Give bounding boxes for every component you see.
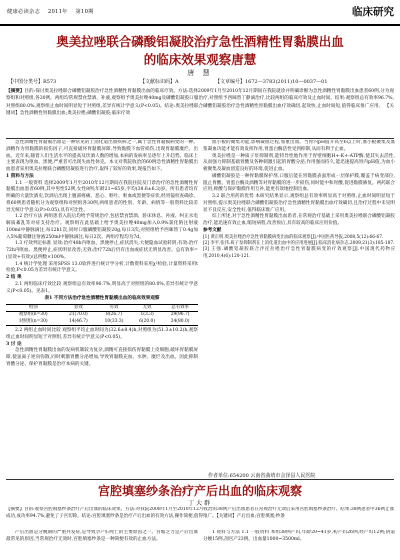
keywords: 【关键词】急性酒精性胃黏膜出血;奥美拉唑;磷酸铝凝胶;临床疗效 bbox=[6, 103, 394, 116]
references-heading: 参考文献 bbox=[203, 227, 222, 233]
table-cell: 对照组(n=30) bbox=[6, 319, 61, 326]
section-name: 临床研究 bbox=[352, 6, 394, 18]
section-heading: 2 结 果 bbox=[6, 275, 22, 280]
body-paragraph: 1.1 一般资料 选择2009年1月至2010年12月期间在我院住院及门诊治疗的急性酒精性胃黏膜出血患者60例,其中男性52例,女性8例;年龄21~65岁,平均(38.6±6.3)岁。所有患者均有明确的大量饮酒史,饮酒后出现上腹部疼痛、恶心、呕吐、呕血或黑便等症状,经胃镜检查确诊。将60例患者随机分为观察组和对照组各30例,两组患者的性别、年龄、病情等一般资料比较差异无统计学意义(P>0.05),具有可比性。 bbox=[6, 180, 198, 213]
table-row bbox=[6, 312, 198, 319]
body-paragraph: 血小板的聚集功能,影响凝血过程,加重出血。当胃内pH值升高至6以上时,血小板聚集及血浆凝血功能才能有效发挥作用,胃蛋白酶活性受到抑制,从而有利于止血。 bbox=[203, 140, 395, 152]
body-paragraph: 2.2 两组止血时间比较 观察组平均止血时间为(32.6±8.4)h,对照组为(51.3±10.2)h,观察组止血时间明显短于对照组,差异有统计学意义(P<0.05)。 bbox=[6, 328, 198, 340]
table-caption: 表1 不同方法治疗急性酒精性胃黏膜出血的临床效果观察 bbox=[44, 296, 160, 302]
reference-item: [3] 王强.磷酸铝凝胶联合泮托拉唑治疗急性胃黏膜病变的疗效观察[J].中国现代药物应用,2010,4(6):120-121. bbox=[203, 247, 395, 259]
table-cell: 8(26.7) bbox=[106, 312, 123, 318]
table-cell: 21(70.0) bbox=[68, 312, 88, 318]
table-header-cell: 总有效率 bbox=[162, 305, 198, 312]
table-header-cell: 显效 bbox=[61, 305, 97, 312]
body-paragraph: 2.1 两组临床疗效比较 观察组总有效率96.7%,明显高于对照组的80.0%,差异有统计学意义(P<0.05)。见表1。 bbox=[6, 281, 198, 294]
table-cell: 29(96.7) bbox=[170, 312, 190, 318]
table-cell: 14(46.7) bbox=[61, 319, 97, 326]
body-paragraph: 3.2 联合用药的优势 本研究结果显示,观察组总有效率明显高于对照组,止血时间明显短于对照组,提示奥美拉唑联合磷酸铝凝胶治疗急性酒精性胃黏膜出血疗效确切,且治疗过程中未见明显不良反应,安全性好,值得临床推广应用。 bbox=[203, 194, 395, 213]
article-author: 唐 慧 bbox=[187, 69, 213, 77]
table-row bbox=[6, 319, 198, 326]
reference-list bbox=[203, 235, 395, 261]
table-cell: 10(33.3) bbox=[96, 319, 132, 326]
table-cell: 1(3.3) bbox=[140, 312, 154, 318]
author-affiliation: 作者单位:654200 云南省曲靖市会泽县人民医院 bbox=[208, 473, 316, 479]
body-paragraph: 急性酒精性胃黏膜出血的发病机制较为复杂,酒精可直接损伤胃黏膜上皮细胞,破坏胃黏膜屏障,使氢离子逆向弥散,同时刺激胃酸分泌增加,导致胃黏膜充血、水肿、糜烂及出血。因此抑制胃酸分泌、保护胃黏膜是治疗本病的关键。 bbox=[6, 348, 198, 367]
abstract-text: 目的:探讨奥美拉唑联合磷酸铝凝胶治疗急性酒精性胃黏膜出血的临床疗效。方法:选择2009年1月至2010年12月期间在我院就诊并明确诊断为急性酒精性胃黏膜出血患者60例,分为观察组和对照组,各30例。两组均常规禁食禁酒、补液,观察组予奥美拉唑40mg及磷酸铝凝胶口服治疗,对照组予西咪替丁静滴治疗,比较两组的临床疗效及止血时间。结果:观察组总有效率96.7%,对照组80.0%,观察组止血时间明显短于对照组,差异有统计学意义(P<0.05)。结论:奥美拉唑联合磷酸铝凝胶治疗急性酒精性胃黏膜出血疗效确切,起效快,止血时间短,值得临床推广应用。 bbox=[6, 89, 394, 109]
table-header-cell: 有效 bbox=[96, 305, 132, 312]
body-paragraph: 1.3 疗效判定标准 显效:治疗48h内呕血、黑便停止,症状消失,大便隐血试验转阴;有效:治疗72h内呕血、黑便停止,症状明显改善;无效:治疗72h后仍有出血或症状无明显改善。总有效率=(显效+有效)/总例数×100%。 bbox=[6, 241, 198, 260]
second-article-title: 宫腔填塞纱条治疗产后出血的临床观察 bbox=[97, 484, 302, 498]
body-paragraph: 奥美拉唑是一种质子泵抑制剂,能特异性地作用于胃壁细胞H+-K+-ATP酶,使其失去活性,从而强力抑制基础胃酸及各种刺激引起的胃酸分泌,作用强而持久,能迅速提高胃内pH值,为血小板聚集及凝血创造良好的环境,促进止血。 bbox=[203, 153, 395, 172]
article-title-line-1: 奥美拉唑联合磷酸铝凝胶治疗急性酒精性胃黏膜出血 bbox=[56, 34, 344, 49]
table-header-cell: 组别 bbox=[6, 305, 61, 312]
journal-issue: 第10期 bbox=[75, 9, 94, 15]
results-table bbox=[6, 304, 198, 326]
article-number: 【文章编号】1672—3783(2011)10—0037—01 bbox=[215, 79, 328, 85]
divider-rule bbox=[6, 479, 394, 480]
reference-item: [1] 黄正明.奥美拉唑治疗急性胃黏膜病变出血的临床观察[J].中国医药导报,2008,5(12):66-67. bbox=[203, 234, 384, 240]
table-header-cell: 无效 bbox=[132, 305, 162, 312]
second-article-author: 丁大群 bbox=[187, 500, 212, 507]
page-header bbox=[0, 0, 400, 26]
left-column bbox=[6, 140, 198, 472]
table-cell: 6(20.0) bbox=[132, 319, 162, 326]
journal-year: 2011年 bbox=[47, 9, 68, 15]
body-paragraph: 综上所述,对于急性酒精性胃黏膜出血患者,在常规治疗基础上采用奥美拉唑联合磷酸铝凝胶治疗,能迅速有效止血,缩短病程,改善预后,具有较高的临床应用价值。 bbox=[203, 214, 395, 226]
body-paragraph: 1 资料与方法 1.1 一般资料 本组38例产妇,年龄20~41岁,初产妇26例,经产妇12例;阴道分娩15例,剖宫产23例。出血量1000~3500ml。 bbox=[203, 530, 395, 542]
body-paragraph: 1.2 治疗方法 两组患者入院后均给予常规治疗,包括禁食禁酒、卧床休息、补液、纠正水电解质紊乱等对症支持治疗。观察组在此基础上给予奥美拉唑40mg加入0.9%氯化钠注射液100ml中静脉滴注,每12h1次,同时口服磷酸铝凝胶20g,每日3次;对照组给予西咪替丁0.4g加入5%葡萄糖注射液250ml中静脉滴注,每日2次。两组疗程均为7d。 bbox=[6, 214, 198, 240]
section-heading: 3 讨 论 bbox=[6, 341, 22, 347]
article-title-line-2: 的临床效果观察唐慧 bbox=[143, 52, 257, 67]
second-article-right-column bbox=[203, 530, 395, 560]
table-cell: 观察组(n=30) bbox=[18, 312, 48, 318]
second-article-abstract: 【摘要】目的:观察宫腔填塞纱条治疗产后出血的临床效果。方法:对我院2008年1月至2010年12月收治的38例产后出血患者在常规治疗无效后采用宫腔填塞纱条治疗。结果:38例患者中36例止血成功,成功率94.7%,避免了子宫切除。结论:宫腔填塞纱条是治疗产后出血的有效方法,操作简便,值得推广。【关键词】产后出血;宫腔填塞;纱条 bbox=[6, 507, 394, 519]
body-paragraph: 1.4 统计学处理 采用SPSS 13.0软件进行统计学分析,计数资料采用χ²检验,计量资料采用t检验,P<0.05为差异有统计学意义。 bbox=[6, 261, 198, 274]
second-article-left-column bbox=[6, 530, 198, 560]
class-number: 【中图分类号】R573 bbox=[8, 79, 57, 85]
right-column bbox=[203, 140, 395, 472]
article-abstract bbox=[6, 88, 394, 136]
section-heading: 1 资料与方法 bbox=[6, 173, 34, 179]
document-code: 【文献标识码】A bbox=[140, 79, 179, 85]
reference-item: [2] 李平,张伟.质子泵抑制剂在上消化道出血中的应用进展[J].临床消化病杂志,2009,21(3):185-187. bbox=[203, 240, 395, 246]
journal-name: 健康必读杂志 bbox=[7, 9, 40, 15]
body-paragraph: 产后出血是分娩期的严重并发症,是导致孕产妇死亡的主要原因之一。宫缩乏力是产后出血最常见的原因,当常规治疗无效时,宫腔填塞纱条是一种简便有效的止血方法。 bbox=[6, 530, 198, 542]
journal-info bbox=[7, 7, 100, 15]
body-paragraph: 磷酸铝凝胶是一种胃黏膜保护剂,口服后能在胃黏膜表面形成一层保护膜,覆盖于病变部位,阻止胃酸、胃蛋白酶及酒精等对胃黏膜的进一步损伤,同时能中和胃酸,促进黏膜修复。两药联合应用,抑酸与保护黏膜作用互补,能更有效地控制出血。 bbox=[203, 173, 395, 193]
abstract-label: 【摘要】 bbox=[6, 89, 25, 94]
table-cell: 24(80.0) bbox=[162, 319, 198, 326]
body-paragraph: 急性酒精性胃黏膜出血是一种常见的上消化道出血疾病之一,属于急性胃黏膜病变的一种。酒精作为胃黏膜的损伤因子,可直接破坏胃黏膜屏障,导致黏膜下血管损伤,出现胃黏膜糜烂、出血。近年来,随着人们生活水平的提高及饮酒人数的增加,本病的发病率呈逐年上升趋势。临床上主要表现为呕血、黑便,严重者可出现失血性休克。本文对我院收治的60例急性酒精性胃黏膜出血患者采用奥美拉唑联合磷酸铝凝胶进行治疗,取得了较好的效果,现报告如下。 bbox=[6, 140, 198, 172]
divider-rule bbox=[6, 138, 394, 139]
